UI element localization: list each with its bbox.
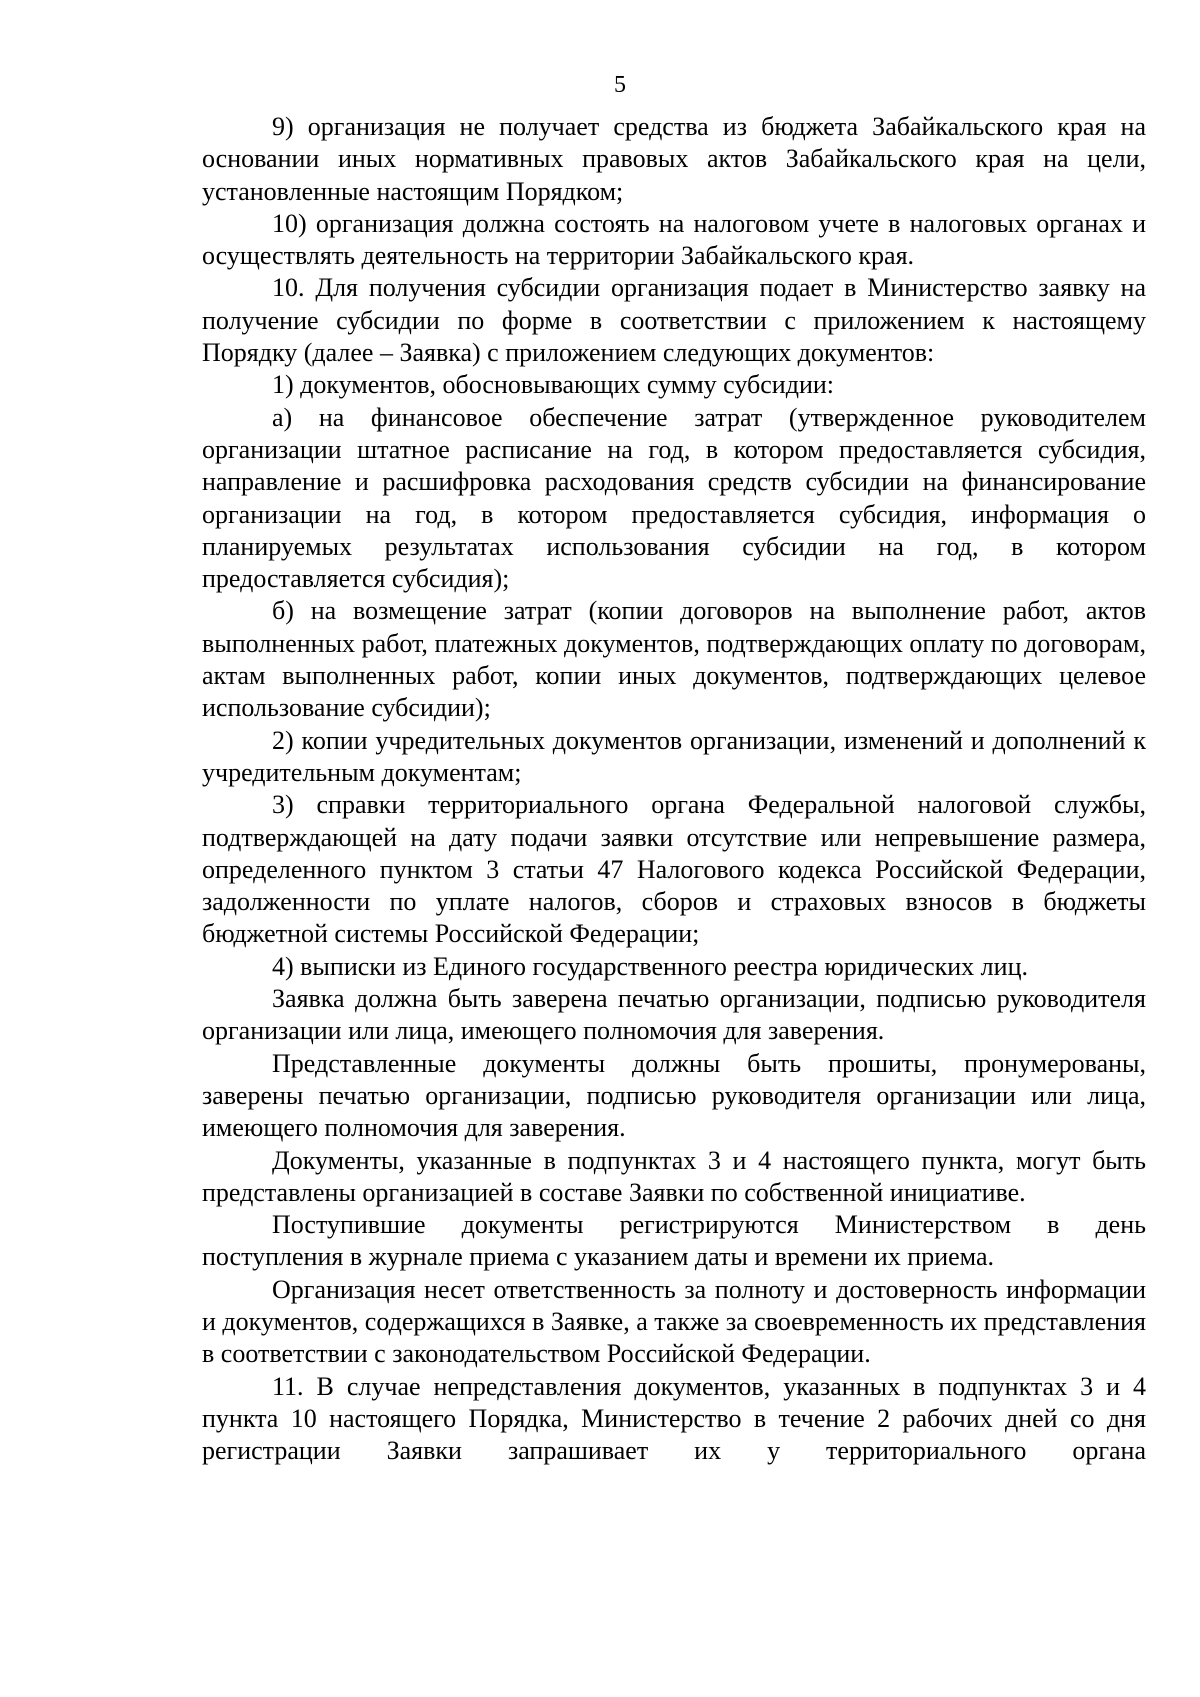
paragraph-own-initiative: Документы, указанные в подпунктах 3 и 4 настоящего пункта, могут быть представлены организацией в составе Заявки по собственной инициативе. — [202, 1145, 1146, 1207]
paragraph-application-certification: Заявка должна быть заверена печатью организации, подписью руководителя организации или лица, имеющего полномочия для заверения. — [202, 984, 1146, 1046]
paragraph-documents-bound: Представленные документы должны быть прошиты, пронумерованы, заверены печатью организации, подписью руководителя организации или лица, имеющего полномочия для заверения. — [202, 1048, 1146, 1143]
paragraph-item-10: 10) организация должна состоять на налоговом учете в налоговых органах и осуществлять деятельность на территории Забайкальского края. — [202, 208, 1146, 271]
paragraph-subitem-1: 1) документов, обосновывающих сумму субсидии: — [272, 370, 834, 400]
page-number: 5 — [614, 72, 626, 98]
paragraph-subitem-b: б) на возмещение затрат (копии договоров на выполнение работ, актов выполненных работ, платежных документов, подтверждающих оплату по договорам, актам выполненных работ, копии иных документов, подтверждающих целевое использование субсидии); — [202, 596, 1146, 723]
paragraph-clause-10: 10. Для получения субсидии организация подает в Министерство заявку на получение субсидии по форме в соответствии с приложением к настоящему Порядку (далее – Заявка) с приложением следующих документов: — [202, 273, 1146, 368]
paragraph-item-9: 9) организация не получает средства из бюджета Забайкальского края на основании иных нормативных правовых актов Забайкальского края на цели, установленные настоящим Порядком; — [202, 112, 1146, 206]
paragraph-subitem-a: а) на финансовое обеспечение затрат (утвержденное руководителем организации штатное расписание на год, в котором предоставляется субсидия, направление и расшифровка расходования средств субсидии на финансирование организации на год, в котором предоставляется субсидия, информация о планируемых результатах использования субсидии на год, в котором предоставляется субсидия); — [202, 402, 1146, 594]
document-body — [202, 111, 1146, 1467]
paragraph-subitem-4: 4) выписки из Единого государственного реестра юридических лиц. — [272, 951, 1028, 981]
paragraph-subitem-3: 3) справки территориального органа Федеральной налоговой службы, подтверждающей на дату подачи заявки отсутствие или непревышение размера, определенного пунктом 3 статьи 47 Налогового кодекса Российской Федерации, задолженности по уплате налогов, сборов и страховых взносов в бюджеты бюджетной системы Российской Федерации; — [202, 790, 1146, 949]
paragraph-clause-11: 11. В случае непредставления документов, указанных в подпунктах 3 и 4 пункта 10 настоящего Порядка, Министерство в течение 2 рабочих дней со дня регистрации Заявки запрашивает их у территориального органа — [202, 1371, 1146, 1466]
paragraph-subitem-2: 2) копии учредительных документов организации, изменений и дополнений к учредительным документам; — [202, 725, 1146, 787]
paragraph-registration: Поступившие документы регистрируются Министерством в день поступления в журнале приема с указанием даты и времени их приема. — [202, 1210, 1146, 1272]
paragraph-responsibility: Организация несет ответственность за полноту и достоверность информации и документов, содержащихся в Заявке, а также за своевременность их представления в соответствии с законодательством Российской Федерации. — [202, 1274, 1146, 1369]
